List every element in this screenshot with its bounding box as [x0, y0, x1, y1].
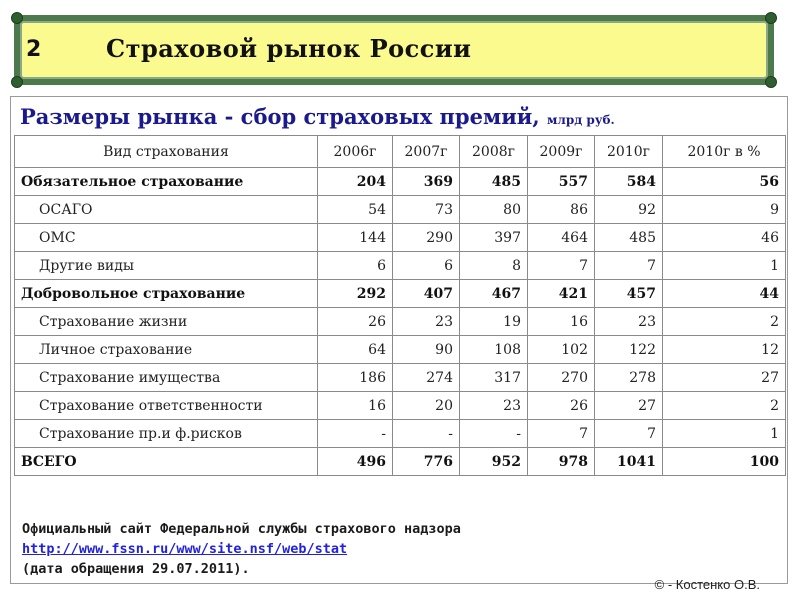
column-header: 2008г: [460, 136, 528, 168]
source-access-date: (дата обращения 29.07.2011).: [22, 561, 250, 577]
table-cell: 467: [460, 280, 528, 308]
column-header: 2010г: [595, 136, 663, 168]
row-label: ОМС: [15, 224, 318, 252]
table-cell: 6: [393, 252, 460, 280]
table-cell: 73: [393, 196, 460, 224]
table-cell: 397: [460, 224, 528, 252]
insurance-premiums-table: [14, 135, 786, 476]
table-cell: 952: [460, 448, 528, 476]
table-row: [15, 168, 786, 196]
table-cell: 86: [528, 196, 595, 224]
source-block: [22, 519, 461, 579]
table-cell: 46: [663, 224, 786, 252]
table-row: [15, 224, 786, 252]
column-header-type: Вид страхования: [15, 136, 318, 168]
table-cell: 7: [528, 420, 595, 448]
table-header-row: [15, 136, 786, 168]
column-header: 2010г в %: [663, 136, 786, 168]
table-cell: 64: [318, 336, 393, 364]
table-subtitle: [20, 104, 615, 129]
table-cell: 1: [663, 420, 786, 448]
copyright-text: © - Костенко О.В.: [654, 577, 760, 592]
banner-corner-dot: [765, 76, 777, 88]
table-row: [15, 308, 786, 336]
table-cell: 274: [393, 364, 460, 392]
source-link[interactable]: http://www.fssn.ru/www/site.nsf/web/stat: [22, 541, 348, 557]
row-label: Страхование ответственности: [15, 392, 318, 420]
table-cell: 100: [663, 448, 786, 476]
table-cell: 27: [595, 392, 663, 420]
table-cell: 1: [663, 252, 786, 280]
table-cell: 186: [318, 364, 393, 392]
table-cell: 2: [663, 308, 786, 336]
table-cell: 144: [318, 224, 393, 252]
table-cell: 92: [595, 196, 663, 224]
table-row: [15, 448, 786, 476]
source-text: Официальный сайт Федеральной службы страхового надзора: [22, 521, 461, 537]
table-cell: 19: [460, 308, 528, 336]
row-label: Личное страхование: [15, 336, 318, 364]
table-cell: 108: [460, 336, 528, 364]
table-row: [15, 336, 786, 364]
table-cell: 407: [393, 280, 460, 308]
banner-corner-dot: [11, 76, 23, 88]
table-row: [15, 252, 786, 280]
row-label: Страхование жизни: [15, 308, 318, 336]
row-label: Другие виды: [15, 252, 318, 280]
table-cell: 8: [460, 252, 528, 280]
table-cell: 23: [393, 308, 460, 336]
table-cell: 1041: [595, 448, 663, 476]
slide-number: 2: [26, 37, 42, 62]
column-header: 2009г: [528, 136, 595, 168]
table-cell: 6: [318, 252, 393, 280]
table-cell: 7: [595, 252, 663, 280]
table-cell: 485: [460, 168, 528, 196]
row-label: Обязательное страхование: [15, 168, 318, 196]
table-cell: 80: [460, 196, 528, 224]
table-row: [15, 196, 786, 224]
subtitle-text: Размеры рынка - сбор страховых премий,: [20, 104, 540, 129]
table-cell: 7: [595, 420, 663, 448]
table-cell: 122: [595, 336, 663, 364]
table-cell: 90: [393, 336, 460, 364]
table-cell: 16: [318, 392, 393, 420]
column-header: 2007г: [393, 136, 460, 168]
table-cell: 16: [528, 308, 595, 336]
table-cell: 557: [528, 168, 595, 196]
subtitle-unit: млрд руб.: [546, 113, 615, 127]
table-cell: 23: [595, 308, 663, 336]
table-row: [15, 420, 786, 448]
table-cell: 584: [595, 168, 663, 196]
table-body: [15, 168, 786, 476]
table-cell: 290: [393, 224, 460, 252]
table-cell: 978: [528, 448, 595, 476]
table-cell: 457: [595, 280, 663, 308]
row-label: ОСАГО: [15, 196, 318, 224]
table-cell: 9: [663, 196, 786, 224]
table-cell: 464: [528, 224, 595, 252]
table-cell: 23: [460, 392, 528, 420]
table-cell: 496: [318, 448, 393, 476]
table-cell: 278: [595, 364, 663, 392]
table-cell: 56: [663, 168, 786, 196]
table-cell: 317: [460, 364, 528, 392]
table-cell: -: [460, 420, 528, 448]
table-cell: 54: [318, 196, 393, 224]
table-cell: 369: [393, 168, 460, 196]
row-label: Добровольное страхование: [15, 280, 318, 308]
table-cell: 485: [595, 224, 663, 252]
banner-corner-dot: [11, 12, 23, 24]
table-cell: 270: [528, 364, 595, 392]
table-cell: 102: [528, 336, 595, 364]
banner-corner-dot: [765, 12, 777, 24]
table-cell: 776: [393, 448, 460, 476]
table-cell: -: [318, 420, 393, 448]
table-cell: 26: [528, 392, 595, 420]
table-row: [15, 280, 786, 308]
table-cell: 20: [393, 392, 460, 420]
table-cell: 7: [528, 252, 595, 280]
table-cell: 2: [663, 392, 786, 420]
table-cell: -: [393, 420, 460, 448]
row-label: ВСЕГО: [15, 448, 318, 476]
table-cell: 204: [318, 168, 393, 196]
column-header: 2006г: [318, 136, 393, 168]
row-label: Страхование пр.и ф.рисков: [15, 420, 318, 448]
table-cell: 27: [663, 364, 786, 392]
table-cell: 44: [663, 280, 786, 308]
row-label: Страхование имущества: [15, 364, 318, 392]
table-cell: 12: [663, 336, 786, 364]
table-cell: 292: [318, 280, 393, 308]
table-row: [15, 392, 786, 420]
table-cell: 26: [318, 308, 393, 336]
table-row: [15, 364, 786, 392]
table-cell: 421: [528, 280, 595, 308]
slide-title: Страховой рынок России: [106, 34, 472, 63]
